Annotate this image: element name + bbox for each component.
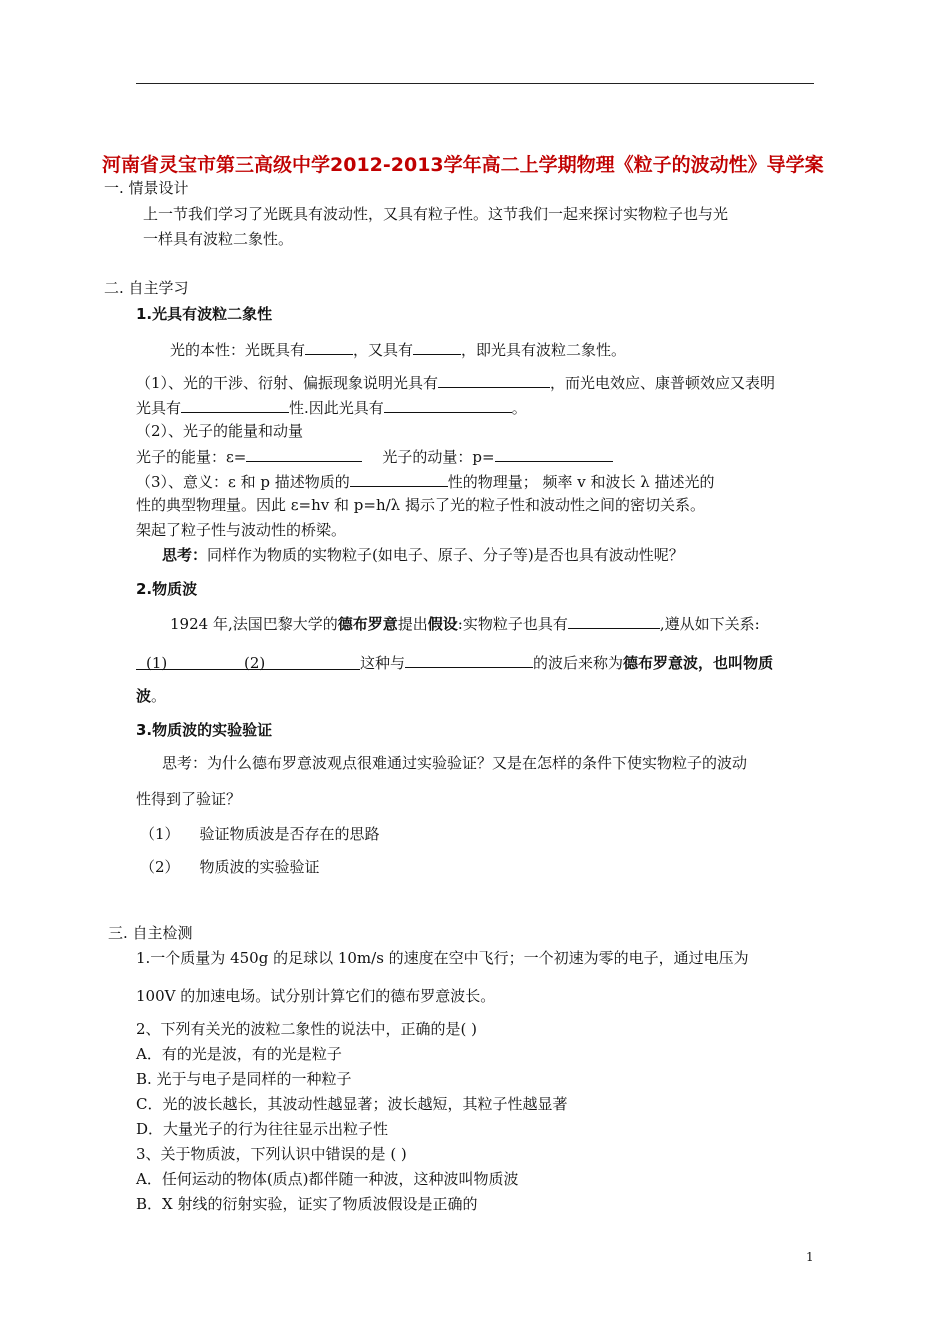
question-3-option-a: A．任何运动的物体(质点)都伴随一种波，这种波叫物质波 bbox=[136, 1170, 519, 1188]
blank-relation-2[interactable]: (2) bbox=[244, 653, 360, 670]
blank-item3[interactable] bbox=[350, 470, 448, 487]
verification-item-2: （2） 物质波的实验验证 bbox=[140, 858, 320, 876]
section-heading-3: 三. 自主检测 bbox=[108, 924, 193, 942]
subsection-title-2: 2.物质波 bbox=[136, 580, 198, 598]
blank-relation-3[interactable] bbox=[405, 651, 533, 668]
subsection-title-3: 3.物质波的实验验证 bbox=[136, 721, 273, 739]
photon-energy-momentum-line: 光子的能量：ε= 光子的动量：p= bbox=[136, 445, 613, 467]
item-3-line-1: （3）、意义：ε 和 p 描述物质的 性的物理量； 频率 v 和波长 λ 描述光的 bbox=[136, 470, 715, 492]
light-nature-line: 光的本性：光既具有 ，又具有 ，即光具有波粒二象性。 bbox=[170, 338, 626, 360]
item-3-line-3: 架起了粒子性与波动性的桥梁。 bbox=[136, 521, 347, 539]
header-rule bbox=[136, 83, 814, 84]
think-2-line-1: 思考：为什么德布罗意波观点很难通过实验验证？又是在怎样的条件下使实物粒子的波动 bbox=[162, 754, 748, 772]
blank-item1-b[interactable] bbox=[181, 396, 289, 413]
intro-paragraph-line-1: 上一节我们学习了光既具有波动性，又具有粒子性。这节我们一起来探讨实物粒子也与光 bbox=[143, 205, 729, 223]
think-2-line-2: 性得到了验证？ bbox=[136, 790, 242, 808]
page-number: 1 bbox=[806, 1250, 814, 1264]
question-2-option-b: B. 光于与电子是同样的一种粒子 bbox=[136, 1070, 352, 1088]
blank-momentum[interactable] bbox=[495, 445, 613, 462]
blank-energy[interactable] bbox=[246, 445, 362, 462]
relation-line: (1) (2) 这种与 的波后来称为德布罗意波，也叫物质 bbox=[136, 651, 773, 673]
question-2-option-c: C．光的波长越长，其波动性越显著；波长越短，其粒子性越显著 bbox=[136, 1095, 568, 1113]
page-title: 河南省灵宝市第三高级中学2012-2013学年高二上学期物理《粒子的波动性》导学案 bbox=[102, 154, 824, 176]
debroglie-line: 1924 年,法国巴黎大学的德布罗意提出假设:实物粒子也具有 ,遵从如下关系: bbox=[170, 612, 760, 634]
blank-particle[interactable] bbox=[413, 338, 461, 355]
section-heading-1: 一. 情景设计 bbox=[104, 179, 189, 197]
subsection-title-1: 1.光具有波粒二象性 bbox=[136, 305, 273, 323]
question-1-line-2: 100V 的加速电场。试分别计算它们的德布罗意波长。 bbox=[136, 987, 496, 1005]
think-1-line: 思考：同样作为物质的实物粒子(如电子、原子、分子等)是否也具有波动性呢？ bbox=[162, 546, 684, 564]
relation-line-2: 波。 bbox=[136, 687, 167, 705]
question-3-option-b: B．X 射线的衍射实验，证实了物质波假设是正确的 bbox=[136, 1195, 478, 1213]
blank-wave-property[interactable] bbox=[568, 612, 660, 629]
intro-paragraph-line-2: 一样具有波粒二象性。 bbox=[143, 230, 294, 248]
blank-wave[interactable] bbox=[305, 338, 353, 355]
section-heading-2: 二. 自主学习 bbox=[104, 279, 189, 297]
verification-item-1: （1） 验证物质波是否存在的思路 bbox=[140, 825, 380, 843]
question-2: 2、下列有关光的波粒二象性的说法中，正确的是( ) bbox=[136, 1020, 478, 1038]
blank-relation-1[interactable]: (1) bbox=[136, 653, 244, 670]
item-3-line-2: 性的典型物理量。因此 ε=hv 和 p=h/λ 揭示了光的粒子性和波动性之间的密切关系。 bbox=[136, 496, 705, 514]
item-1-line-1: （1）、光的干涉、衍射、偏振现象说明光具有 ，而光电效应、康普顿效应又表明 bbox=[136, 371, 775, 393]
item-1-line-2: 光具有 性.因此光具有 。 bbox=[136, 396, 527, 418]
question-1-line-1: 1.一个质量为 450g 的足球以 10m/s 的速度在空中飞行；一个初速为零的电子，通过电压为 bbox=[136, 949, 749, 967]
blank-item1-c[interactable] bbox=[384, 396, 512, 413]
item-2-line: （2）、光子的能量和动量 bbox=[136, 422, 304, 440]
blank-item1-a[interactable] bbox=[438, 371, 550, 388]
question-2-option-d: D．大量光子的行为往往显示出粒子性 bbox=[136, 1120, 389, 1138]
question-3: 3、关于物质波，下列认识中错误的是 ( ) bbox=[136, 1145, 407, 1163]
question-2-option-a: A．有的光是波，有的光是粒子 bbox=[136, 1045, 342, 1063]
